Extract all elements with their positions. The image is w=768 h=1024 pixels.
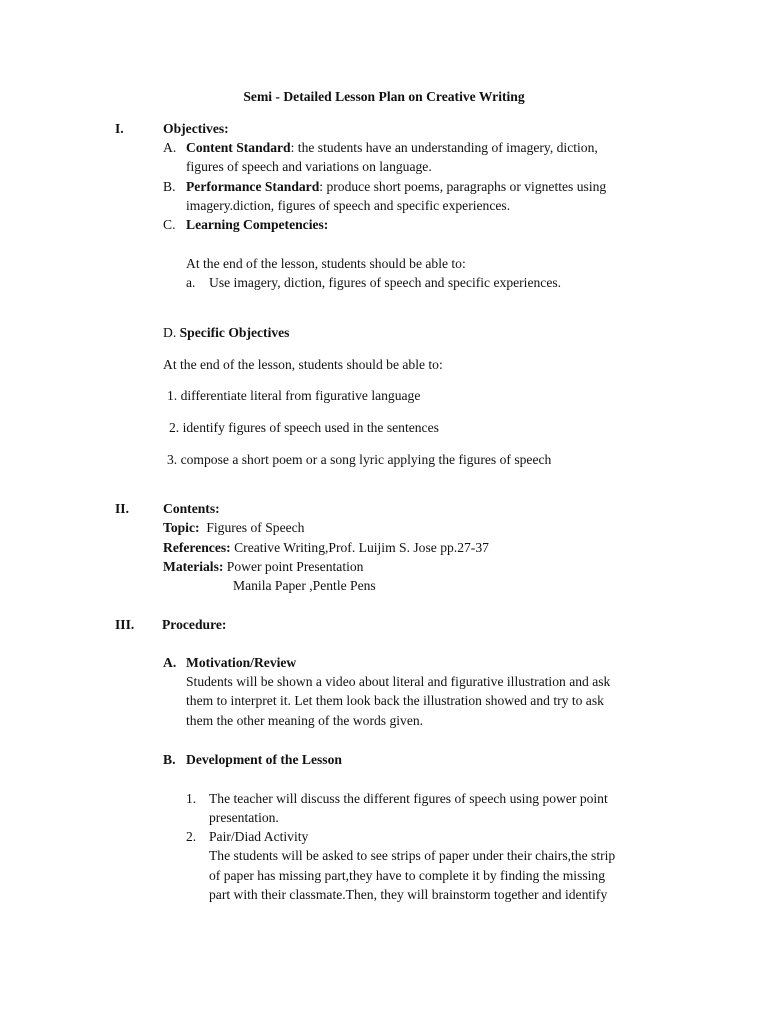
motivation-line: Students will be shown a video about literal and figurative illustration and ask — [186, 674, 611, 689]
section-2-number: II. — [115, 501, 129, 516]
development-item-2-number: 2. — [186, 829, 197, 844]
section-1-number: I. — [115, 121, 124, 136]
section-1-heading: Objectives: — [163, 121, 229, 136]
development-item-1-number: 1. — [186, 791, 197, 806]
development-item-2-title: Pair/Diad Activity — [209, 829, 309, 844]
materials-line — [163, 557, 363, 576]
specific-objective-item: 2. identify figures of speech used in the sentences — [169, 420, 439, 435]
topic-value: Figures of Speech — [206, 520, 305, 535]
section-3-heading: Procedure: — [162, 617, 227, 632]
references-value: Creative Writing,Prof. Luijim S. Jose pp.27-37 — [234, 540, 489, 555]
content-standard-text: : the students have an understanding of imagery, diction, — [290, 140, 598, 155]
performance-standard-label: Performance Standard — [186, 179, 320, 194]
materials-value-2: Manila Paper ,Pentle Pens — [233, 578, 376, 593]
objective-c-letter: C. — [163, 217, 176, 232]
competencies-intro: At the end of the lesson, students should be able to: — [186, 256, 466, 271]
motivation-review-label: Motivation/Review — [186, 655, 297, 670]
objective-b-line-1 — [186, 177, 606, 196]
content-standard-label: Content Standard — [186, 140, 291, 155]
section-2-heading: Contents: — [163, 501, 220, 516]
competency-a-letter: a. — [186, 275, 196, 290]
objective-b-line-2: imagery.diction, figures of speech and specific experiences. — [186, 198, 511, 213]
specific-objective-item: 3. compose a short poem or a song lyric applying the figures of speech — [167, 452, 552, 467]
materials-value-1: Power point Presentation — [226, 559, 364, 574]
development-item-2-line: of paper has missing part,they have to complete it by finding the missing — [209, 868, 606, 883]
development-label: Development of the Lesson — [186, 752, 342, 767]
competency-a-text: Use imagery, diction, figures of speech and specific experiences. — [209, 275, 562, 290]
specific-objectives-label: Specific Objectives — [179, 325, 290, 340]
references-label: References: — [163, 540, 231, 555]
motivation-line: them the other meaning of the words given. — [186, 713, 424, 728]
materials-label: Materials: — [163, 559, 224, 574]
document-title: Semi - Detailed Lesson Plan on Creative Writing — [243, 89, 525, 104]
development-item-2-line: part with their classmate.Then, they will brainstorm together and identify — [209, 887, 608, 902]
objective-b-letter: B. — [163, 179, 176, 194]
section-3-number: III. — [115, 617, 135, 632]
procedure-b-letter: B. — [163, 752, 176, 767]
objective-a-letter: A. — [163, 140, 177, 155]
objective-a-line-1 — [186, 138, 598, 157]
specific-objectives-heading — [163, 323, 289, 342]
development-item-1-line: presentation. — [209, 810, 279, 825]
specific-objective-item: 1. differentiate literal from figurative language — [167, 388, 421, 403]
performance-standard-text: : produce short poems, paragraphs or vignettes using — [319, 179, 607, 194]
topic-label: Topic: — [163, 520, 200, 535]
objective-a-line-2: figures of speech and variations on language. — [186, 159, 432, 174]
development-item-2-line: The students will be asked to see strips of paper under their chairs,the strip — [209, 848, 616, 863]
procedure-a-letter: A. — [163, 655, 177, 670]
specific-objectives-intro: At the end of the lesson, students should be able to: — [163, 357, 443, 372]
motivation-line: them to interpret it. Let them look back the illustration showed and try to ask — [186, 693, 604, 708]
topic-line — [163, 518, 304, 537]
references-line — [163, 538, 489, 557]
learning-competencies-label: Learning Competencies: — [186, 217, 329, 232]
development-item-1-line: The teacher will discuss the different figures of speech using power point — [209, 791, 608, 806]
objective-d-letter: D. — [163, 325, 177, 340]
